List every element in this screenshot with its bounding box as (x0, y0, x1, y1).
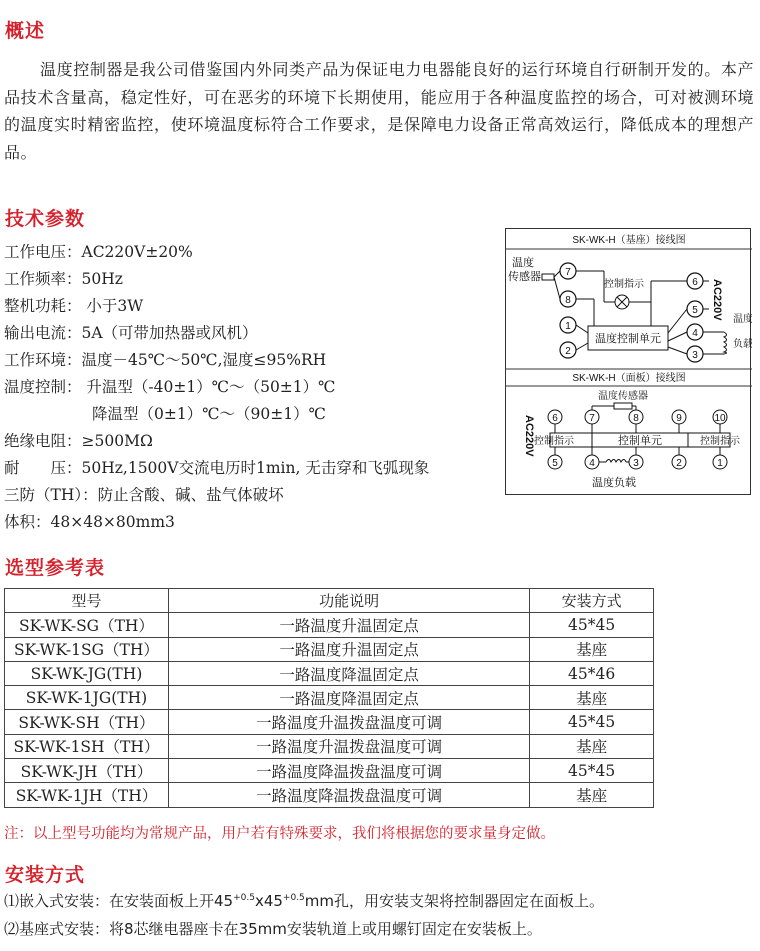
panel-terminal-8 (629, 410, 643, 424)
panel-terminal-4 (585, 455, 599, 469)
panel-sensor-resistor (614, 403, 632, 409)
selection-note: 注：以上型号功能均为常规产品，用户若有特殊要求，我们将根据您的要求量身定做。 (4, 826, 555, 842)
base-terminal-1 (560, 317, 576, 333)
panel-temp-sensor-label: 温度传感器 (598, 391, 648, 402)
panel-terminal-5 (548, 455, 562, 469)
svg-text:6: 6 (552, 413, 558, 424)
cell-model: SK-WK-1SG（TH） (5, 637, 169, 661)
svg-text:7: 7 (589, 413, 595, 424)
cell-model: SK-WK-1SH（TH） (5, 734, 169, 758)
cell-function: 一路温度降温拨盘温度可调 (168, 759, 529, 783)
spec-power: 整机功耗： 小于3W (4, 297, 144, 315)
spec-current: 输出电流：5A（可带加热器或风机） (4, 324, 258, 342)
svg-text:8: 8 (633, 413, 639, 424)
base-load-label-1: 温度 (733, 314, 752, 325)
panel-terminal-6 (548, 410, 562, 424)
base-load-coil (703, 332, 727, 354)
spec-environment: 工作环境：温度－45℃～50℃,湿度≤95%RH (4, 351, 327, 369)
cell-install: 45*45 (530, 613, 654, 637)
svg-text:8: 8 (565, 295, 571, 306)
panel-terminal-3 (629, 455, 643, 469)
spec-withstand-voltage: 耐 压：50Hz,1500V交流电历时1min, 无击穿和飞弧现象 (4, 459, 430, 477)
base-terminal-4 (687, 324, 703, 340)
base-terminal-7 (560, 263, 576, 279)
svg-text:6: 6 (692, 277, 698, 288)
install-heading: 安装方式 (5, 864, 86, 886)
table-row (5, 734, 654, 758)
cell-model: SK-WK-JG(TH) (5, 661, 169, 685)
cell-function: 一路温度升温固定点 (168, 637, 529, 661)
base-diagram-title: SK-WK-H（基座）接线图 (572, 235, 686, 246)
selection-table-header (5, 589, 654, 613)
cell-model: SK-WK-1JG(TH) (5, 686, 169, 710)
panel-load-label: 温度负载 (592, 477, 636, 489)
svg-text:4: 4 (589, 458, 595, 469)
cell-install: 45*46 (530, 661, 654, 685)
panel-control-indicator-right: 控制指示 (700, 436, 740, 447)
base-temp-sensor-label-2: 传感器 (508, 271, 541, 283)
base-terminal-2 (560, 342, 576, 358)
panel-load-coil (599, 460, 629, 463)
install-line1-c: mm孔，用安装支架将控制器固定在面板上。 (304, 892, 605, 910)
panel-terminal-10 (713, 410, 727, 424)
base-temp-sensor-label-1: 温度 (512, 257, 534, 269)
table-row (5, 759, 654, 783)
install-line-base: ⑵基座式安装：将8芯继电器座卡在35mm安装轨道上或用螺钉固定在安装板上。 (4, 920, 542, 938)
header-install: 安装方式 (530, 589, 654, 613)
svg-text:5: 5 (692, 305, 698, 316)
spec-temp-control-cooling: 降温型（0±1）℃～（90±1）℃ (92, 405, 326, 423)
cell-model: SK-WK-SH（TH） (5, 710, 169, 734)
base-terminal-3 (687, 346, 703, 362)
install-line1-a: ⑴嵌入式安装：在安装面板上开45 (4, 892, 234, 910)
install-line1-tol1: +0.5 (233, 893, 255, 903)
svg-text:2: 2 (676, 458, 682, 469)
cell-install: 基座 (530, 734, 654, 758)
cell-install: 45*45 (530, 759, 654, 783)
spec-temp-control: 温度控制： 升温型（-40±1）℃～（50±1）℃ (4, 378, 336, 396)
spec-frequency: 工作频率：50Hz (4, 270, 123, 288)
base-terminal-8 (560, 291, 576, 307)
panel-control-unit-label: 控制单元 (618, 435, 662, 447)
base-indicator-lamp (615, 295, 629, 309)
svg-text:4: 4 (692, 328, 698, 339)
panel-terminal-1 (713, 455, 727, 469)
base-terminal-6 (687, 273, 703, 289)
cell-function: 一路温度降温固定点 (168, 661, 529, 685)
install-line-embedded (4, 890, 604, 911)
cell-function: 一路温度升温拨盘温度可调 (168, 734, 529, 758)
table-row (5, 686, 654, 710)
wiring-diagram-svg (506, 229, 752, 496)
spec-volume: 体积：48×48×80mm3 (4, 513, 175, 531)
panel-terminal-2 (672, 455, 686, 469)
svg-text:1: 1 (565, 321, 571, 332)
cell-function: 一路温度升温固定点 (168, 613, 529, 637)
cell-install: 基座 (530, 686, 654, 710)
tech-heading: 技术参数 (5, 208, 86, 230)
overview-paragraph: 温度控制器是我公司借鉴国内外同类产品为保证电力电器能良好的运行环境自行研制开发的。本产品技术含量高，稳定性好，可在恶劣的环境下长期使用，能应用于各种温度监控的场合，可对被测环境的温度实时精密监控，使环境温度标符合工作要求，是保障电力设备正常高效运行，降低成本的理想产品。 (4, 60, 754, 162)
cell-install: 基座 (530, 637, 654, 661)
cell-function: 一路温度降温固定点 (168, 686, 529, 710)
base-control-unit-label: 温度控制单元 (595, 333, 661, 345)
selection-heading: 选型参考表 (5, 557, 106, 579)
panel-control-indicator-left: 控制指示 (534, 436, 574, 447)
spec-insulation: 绝缘电阻：≥500MΩ (4, 432, 153, 450)
base-load-label-2: 负载 (733, 339, 752, 350)
base-sensor-resistor (542, 274, 554, 280)
base-terminal-5 (687, 301, 703, 317)
selection-table (4, 588, 654, 808)
svg-text:1: 1 (717, 458, 723, 469)
cell-model: SK-WK-1JH（TH） (5, 783, 169, 807)
svg-text:9: 9 (676, 413, 682, 424)
svg-text:5: 5 (552, 458, 558, 469)
svg-text:2: 2 (565, 346, 571, 357)
svg-text:3: 3 (692, 350, 698, 361)
cell-install: 45*45 (530, 710, 654, 734)
svg-text:10: 10 (714, 413, 726, 424)
panel-terminal-7 (585, 410, 599, 424)
overview-heading: 概述 (5, 20, 46, 42)
svg-text:3: 3 (633, 458, 639, 469)
cell-model: SK-WK-SG（TH） (5, 613, 169, 637)
wiring-diagram (505, 228, 751, 495)
panel-terminal-9 (672, 410, 686, 424)
cell-model: SK-WK-JH（TH） (5, 759, 169, 783)
base-control-indicator-label: 控制指示 (604, 279, 644, 290)
table-row (5, 637, 654, 661)
install-line1-tol2: +0.5 (282, 893, 305, 903)
panel-ac220v-label: AC220V (523, 415, 535, 457)
table-row (5, 710, 654, 734)
table-row (5, 661, 654, 685)
cell-function: 一路温度降温拨盘温度可调 (168, 783, 529, 807)
spec-voltage: 工作电压：AC220V±20% (4, 243, 193, 261)
panel-diagram-title: SK-WK-H（面板）接线图 (572, 373, 686, 384)
table-row (5, 783, 654, 807)
table-row (5, 613, 654, 637)
svg-text:7: 7 (565, 267, 571, 278)
cell-install: 基座 (530, 783, 654, 807)
base-ac220v-label: AC220V (711, 279, 723, 321)
cell-function: 一路温度升温拨盘温度可调 (168, 710, 529, 734)
install-line1-b: x45 (254, 892, 283, 910)
header-model: 型号 (5, 589, 169, 613)
spec-three-proof: 三防（TH）：防止含酸、碱、盐气体破坏 (4, 486, 284, 504)
header-function: 功能说明 (168, 589, 529, 613)
